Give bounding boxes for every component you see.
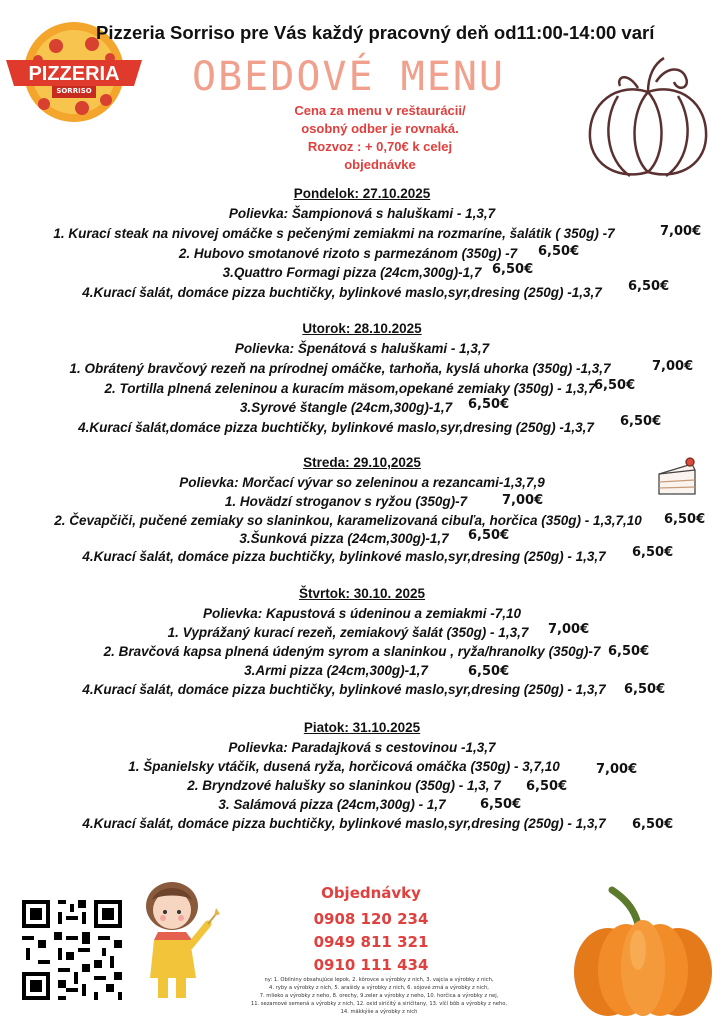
girl-illustration [132, 866, 224, 1006]
menu-item: 2. Tortilla plnená zeleninou a kuracím mäsom,opekané zemiaky (350g) - 1,3,7 [104, 381, 596, 396]
menu-item: 3.Armi pizza (24cm,300g)-1,7 [244, 663, 428, 678]
day-date: Pondelok: 27.10.2025 [293, 186, 431, 201]
menu-item-price: 6,50€ [624, 682, 666, 697]
menu-item-price: 7,00€ [548, 622, 590, 637]
menu-item-price: 7,00€ [652, 359, 694, 374]
price-note-line: osobný odber je rovnaká. [301, 121, 459, 136]
menu-item: 2. Čevapčiči, pučené zemiaky so slaninkou, karamelizovaná cibuľa, horčica (350g) - 1,3,7,10 [54, 513, 642, 528]
phone-number[interactable]: 0949 811 321 [313, 933, 429, 951]
menu-item-price: 6,50€ [480, 797, 522, 812]
price-note-line: objednávke [344, 157, 416, 172]
menu-item: 2. Bravčová kapsa plnená údeným syrom a slaninkou , ryža/hranolky (350g)-7 [103, 644, 601, 659]
menu-item-price: 6,50€ [628, 279, 670, 294]
menu-item-price: 6,50€ [492, 262, 534, 277]
soup-line: Polievka: Kapustová s údeninou a zemiakmi -7,10 [202, 606, 522, 621]
day-date: Štvrtok: 30.10. 2025 [298, 586, 426, 601]
soup-line: Polievka: Šampionová s haluškami - 1,3,7 [228, 206, 496, 221]
day-date: Piatok: 31.10.2025 [303, 720, 421, 735]
menu-item-price: 6,50€ [632, 545, 674, 560]
phone-number[interactable]: 0910 111 434 [313, 956, 429, 974]
price-note-line: Rozvoz : + 0,70€ k celej [307, 139, 453, 154]
orders-block [296, 884, 446, 977]
menu-item: 1. Obrátený bravčový rezeň na prírodnej omáčke, tarhoňa, kyslá uhorka (350g) -1,3,7 [69, 361, 611, 376]
allergen-line: 4. ryby a výrobky z nich, 5. arašidy a výrobky z nich, 6. sójové zrná a výrobky z nich, [269, 985, 489, 991]
menu-item: 2. Hubovo smotanové rizoto s parmezánom (350g) -7 [178, 246, 518, 261]
menu-item-price: 6,50€ [526, 779, 568, 794]
logo-text: PIZZERIA [28, 63, 120, 85]
menu-item: 4.Kurací šalát,domáce pizza buchtičky, bylinkové maslo,syr,dresing (250g) -1,3,7 [78, 420, 594, 435]
allergen-line: ny: 1. Obilniny obsahujúce lepok, 2. kôrovce a výrobky z nich, 3. vajcia a výrobky z nich, [264, 977, 494, 983]
day-date: Streda: 29.10,2025 [303, 455, 421, 470]
allergen-line: 11. sezamové semená a výrobky z nich, 12. oxid siričitý a siričitany, 13. vlčí bôb a výrobky z neho, [250, 1001, 508, 1007]
menu-item: 3.Šunková pizza (24cm,300g)-1,7 [239, 531, 449, 546]
menu-item: 4.Kurací šalát, domáce pizza buchtičky, bylinkové maslo,syr,dresing (250g) - 1,3,7 [82, 816, 606, 831]
menu-item-price: 7,00€ [596, 762, 638, 777]
menu-item: 2. Bryndzové halušky so slaninkou (350g) - 1,3, 7 [187, 778, 501, 793]
menu-item-price: 6,50€ [594, 378, 636, 393]
orders-title: Objednávky [321, 884, 421, 902]
menu-item: 3.Syrové štangle (24cm,300g)-1,7 [239, 400, 453, 415]
phone-number[interactable]: 0908 120 234 [313, 910, 429, 928]
opening-hours-heading: Pizzeria Sorriso pre Vás každý pracovný deň od11:00-14:00 varí [96, 22, 655, 43]
menu-item-price: 6,50€ [664, 512, 706, 527]
price-note-line: Cena za menu v reštaurácii/ [294, 103, 466, 118]
soup-line: Polievka: Morčací vývar so zeleninou a rezancami-1,3,7,9 [179, 475, 545, 490]
logo-subtext: SORRISO [56, 87, 92, 95]
soup-line: Polievka: Paradajková s cestovinou -1,3,7 [228, 740, 496, 755]
menu-item: 1. Kurací steak na nivovej omáčke s pečenými zemiakmi na rozmaríne, šalátik ( 350g) -7 [53, 226, 615, 241]
menu-item: 1. Španielsky vtáčik, dusená ryža, horčicová omáčka (350g) - 3,7,10 [128, 759, 560, 774]
menu-item: 1. Hovädzí stroganov s ryžou (350g)-7 [224, 494, 468, 509]
menu-item: 4.Kurací šalát, domáce pizza buchtičky, bylinkové maslo,syr,dresing (250g) -1,3,7 [82, 285, 602, 300]
menu-item: 4.Kurací šalát, domáce pizza buchtičky, bylinkové maslo,syr,dresing (250g) - 1,3,7 [82, 682, 606, 697]
menu-item: 1. Vyprážaný kurací rezeň, zemiakový šalát (350g) - 1,3,7 [167, 625, 529, 640]
allergen-line: 14. mäkkýše a výrobky z nich [340, 1009, 418, 1015]
allergen-line: 7. mlieko a výrobky z neho, 8. orechy, 9.zeler a výrobky z neho, 10. horčica a výrobky z nej, [259, 993, 499, 999]
menu-item: 3. Salámová pizza (24cm,300g) - 1,7 [218, 797, 446, 812]
menu-item-price: 6,50€ [632, 817, 674, 832]
soup-line: Polievka: Špenátová s haluškami - 1,3,7 [234, 341, 490, 356]
menu-item-price: 7,00€ [660, 224, 702, 239]
menu-item-price: 6,50€ [468, 397, 510, 412]
menu-item-price: 6,50€ [468, 528, 510, 543]
menu-item-price: 6,50€ [468, 664, 510, 679]
price-note [230, 102, 530, 174]
qr-code[interactable] [18, 896, 126, 1004]
menu-item-price: 6,50€ [620, 414, 662, 429]
menu-item: 3.Quattro Formagi pizza (24cm,300g)-1,7 [222, 265, 482, 280]
menu-item-price: 6,50€ [538, 244, 580, 259]
menu-title: OBEDOVÉ MENU [192, 54, 505, 100]
day-date: Utorok: 28.10.2025 [302, 321, 422, 336]
pumpkin-outline-icon [578, 52, 718, 184]
allergen-legend [238, 976, 520, 1016]
cake-slice-icon [656, 456, 698, 500]
menu-item: 4.Kurací šalát, domáce pizza buchtičky, bylinkové maslo,syr,dresing (250g) - 1,3,7 [82, 549, 606, 564]
menu-item-price: 7,00€ [502, 493, 544, 508]
menu-item-price: 6,50€ [608, 644, 650, 659]
pumpkin-icon [568, 880, 718, 1020]
